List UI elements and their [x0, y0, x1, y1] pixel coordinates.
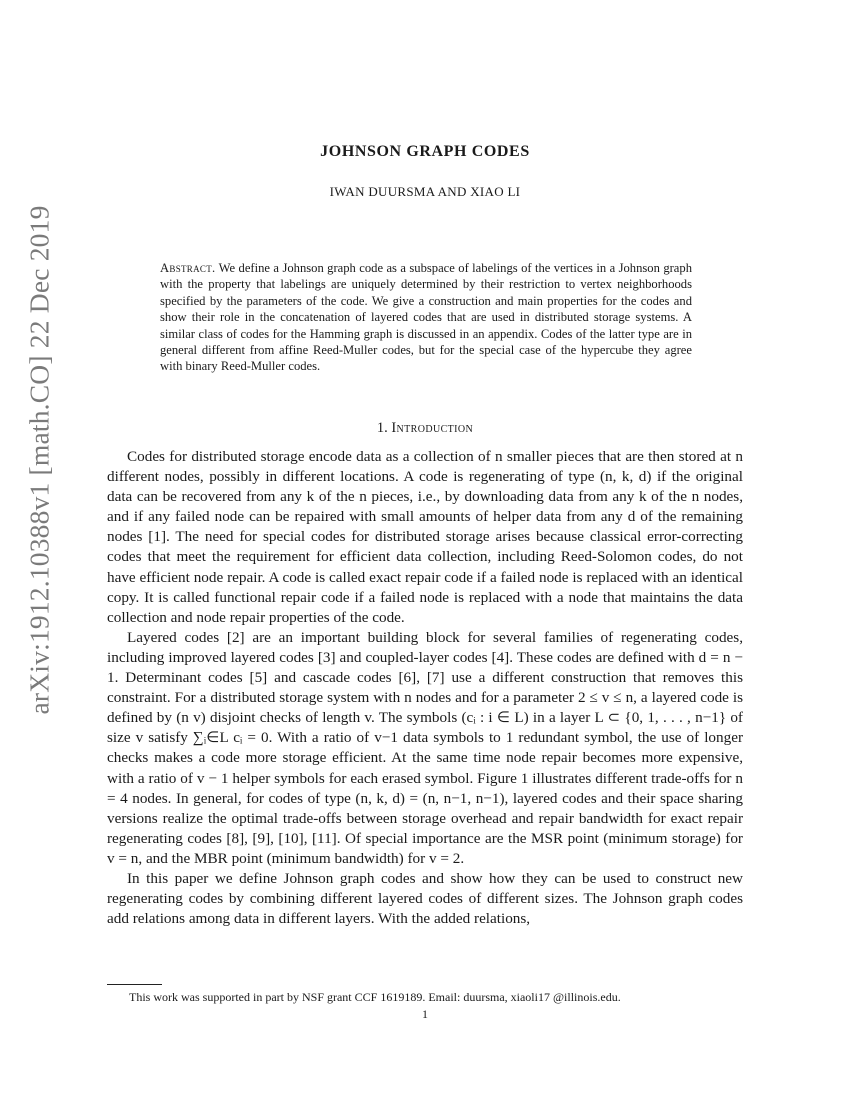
body-paragraph: In this paper we define Johnson graph codes and show how they can be used to construct new regenerating codes by combining different layered codes of different sizes. The Johnson graph codes add relations among data in different layers. With the added relations,	[107, 869, 743, 928]
section-number: 1.	[376, 420, 388, 436]
abstract-text: We define a Johnson graph code as a subspace of labelings of the vertices in a Johnson graph with the property that labelings are uniquely determined by their restriction to vertex neighborhoods specified by the parameters of the code. We give a construction and main properties for the codes and show their role in the concatenation of layered codes that are used in distributed storage systems. A similar class of codes for the Hamming graph is discussed in an appendix. Codes of the latter type are in general different from affine Reed-Muller codes, but for the special case of the hypercube they agree with binary Reed-Muller codes.	[160, 261, 692, 374]
arxiv-identifier-text: arXiv:1912.10388v1 [math.CO] 22 Dec 2019	[24, 205, 55, 715]
paper-authors: IWAN DUURSMA AND XIAO LI	[329, 184, 521, 199]
page-number: 1	[422, 1007, 428, 1021]
section-title: Introduction	[391, 420, 474, 436]
body-paragraph: Layered codes [2] are an important building block for several families of regenerating codes, including improved layered codes [3] and coupled-layer codes [4]. These codes are defined with d = n − 1. Determinant codes [5] and cascade codes [6], [7] use a different construction that removes this constraint. For a distributed storage system with n nodes and for a parameter 2 ≤ v ≤ n, a layered code is defined by (n v) disjoint checks of length v. The symbols (cᵢ : i ∈ L) in a layer L ⊂ {0, 1, . . . , n−1} of size v satisfy ∑ᵢ∈L cᵢ = 0. With a ratio of v−1 data symbols to 1 redundant symbol, the use of longer checks makes a code more storage efficient. At the same time node repair becomes more expensive, with a ratio of v − 1 helper symbols for each erased symbol. Figure 1 illustrates different trade-offs for n = 4 nodes. In general, for codes of type (n, k, d) = (n, n−1, n−1), layered codes and their space sharing versions realize the optimal trade-offs between storage overhead and repair bandwidth for exact repair regenerating codes [8], [9], [10], [11]. Of special importance are the MSR point (minimum storage) for v = n, and the MBR point (minimum bandwidth) for v = 2.	[107, 628, 743, 867]
body-paragraph: Codes for distributed storage encode data as a collection of n smaller pieces that are then stored at n different nodes, possibly in different locations. A code is regenerating of type (n, k, d) if the original data can be recovered from any k of the n pieces, i.e., by downloading data from any k of the n nodes, and if any failed node can be repaired with small amounts of helper data from any d of the remaining nodes [1]. The need for special codes for distributed storage arises because classical error-correcting codes that meet the requirement for efficient data collection, including Reed-Solomon codes, do not have efficient node repair. A code is called exact repair code if a failed node is replaced with an identical copy. It is called functional repair code if a failed node is replaced with a node that maintains the data collection and node repair properties of the code.	[107, 448, 743, 626]
body-text	[107, 447, 743, 929]
footnote: This work was supported in part by NSF grant CCF 1619189. Email: duursma, xiaoli17 @illinois.edu.	[129, 990, 621, 1004]
abstract-label: Abstract.	[160, 261, 216, 275]
abstract-block	[160, 260, 692, 375]
footnote-divider	[107, 984, 162, 985]
arxiv-identifier-stamp	[20, 205, 60, 715]
paper-title: JOHNSON GRAPH CODES	[320, 143, 530, 160]
section-heading	[0, 420, 850, 437]
